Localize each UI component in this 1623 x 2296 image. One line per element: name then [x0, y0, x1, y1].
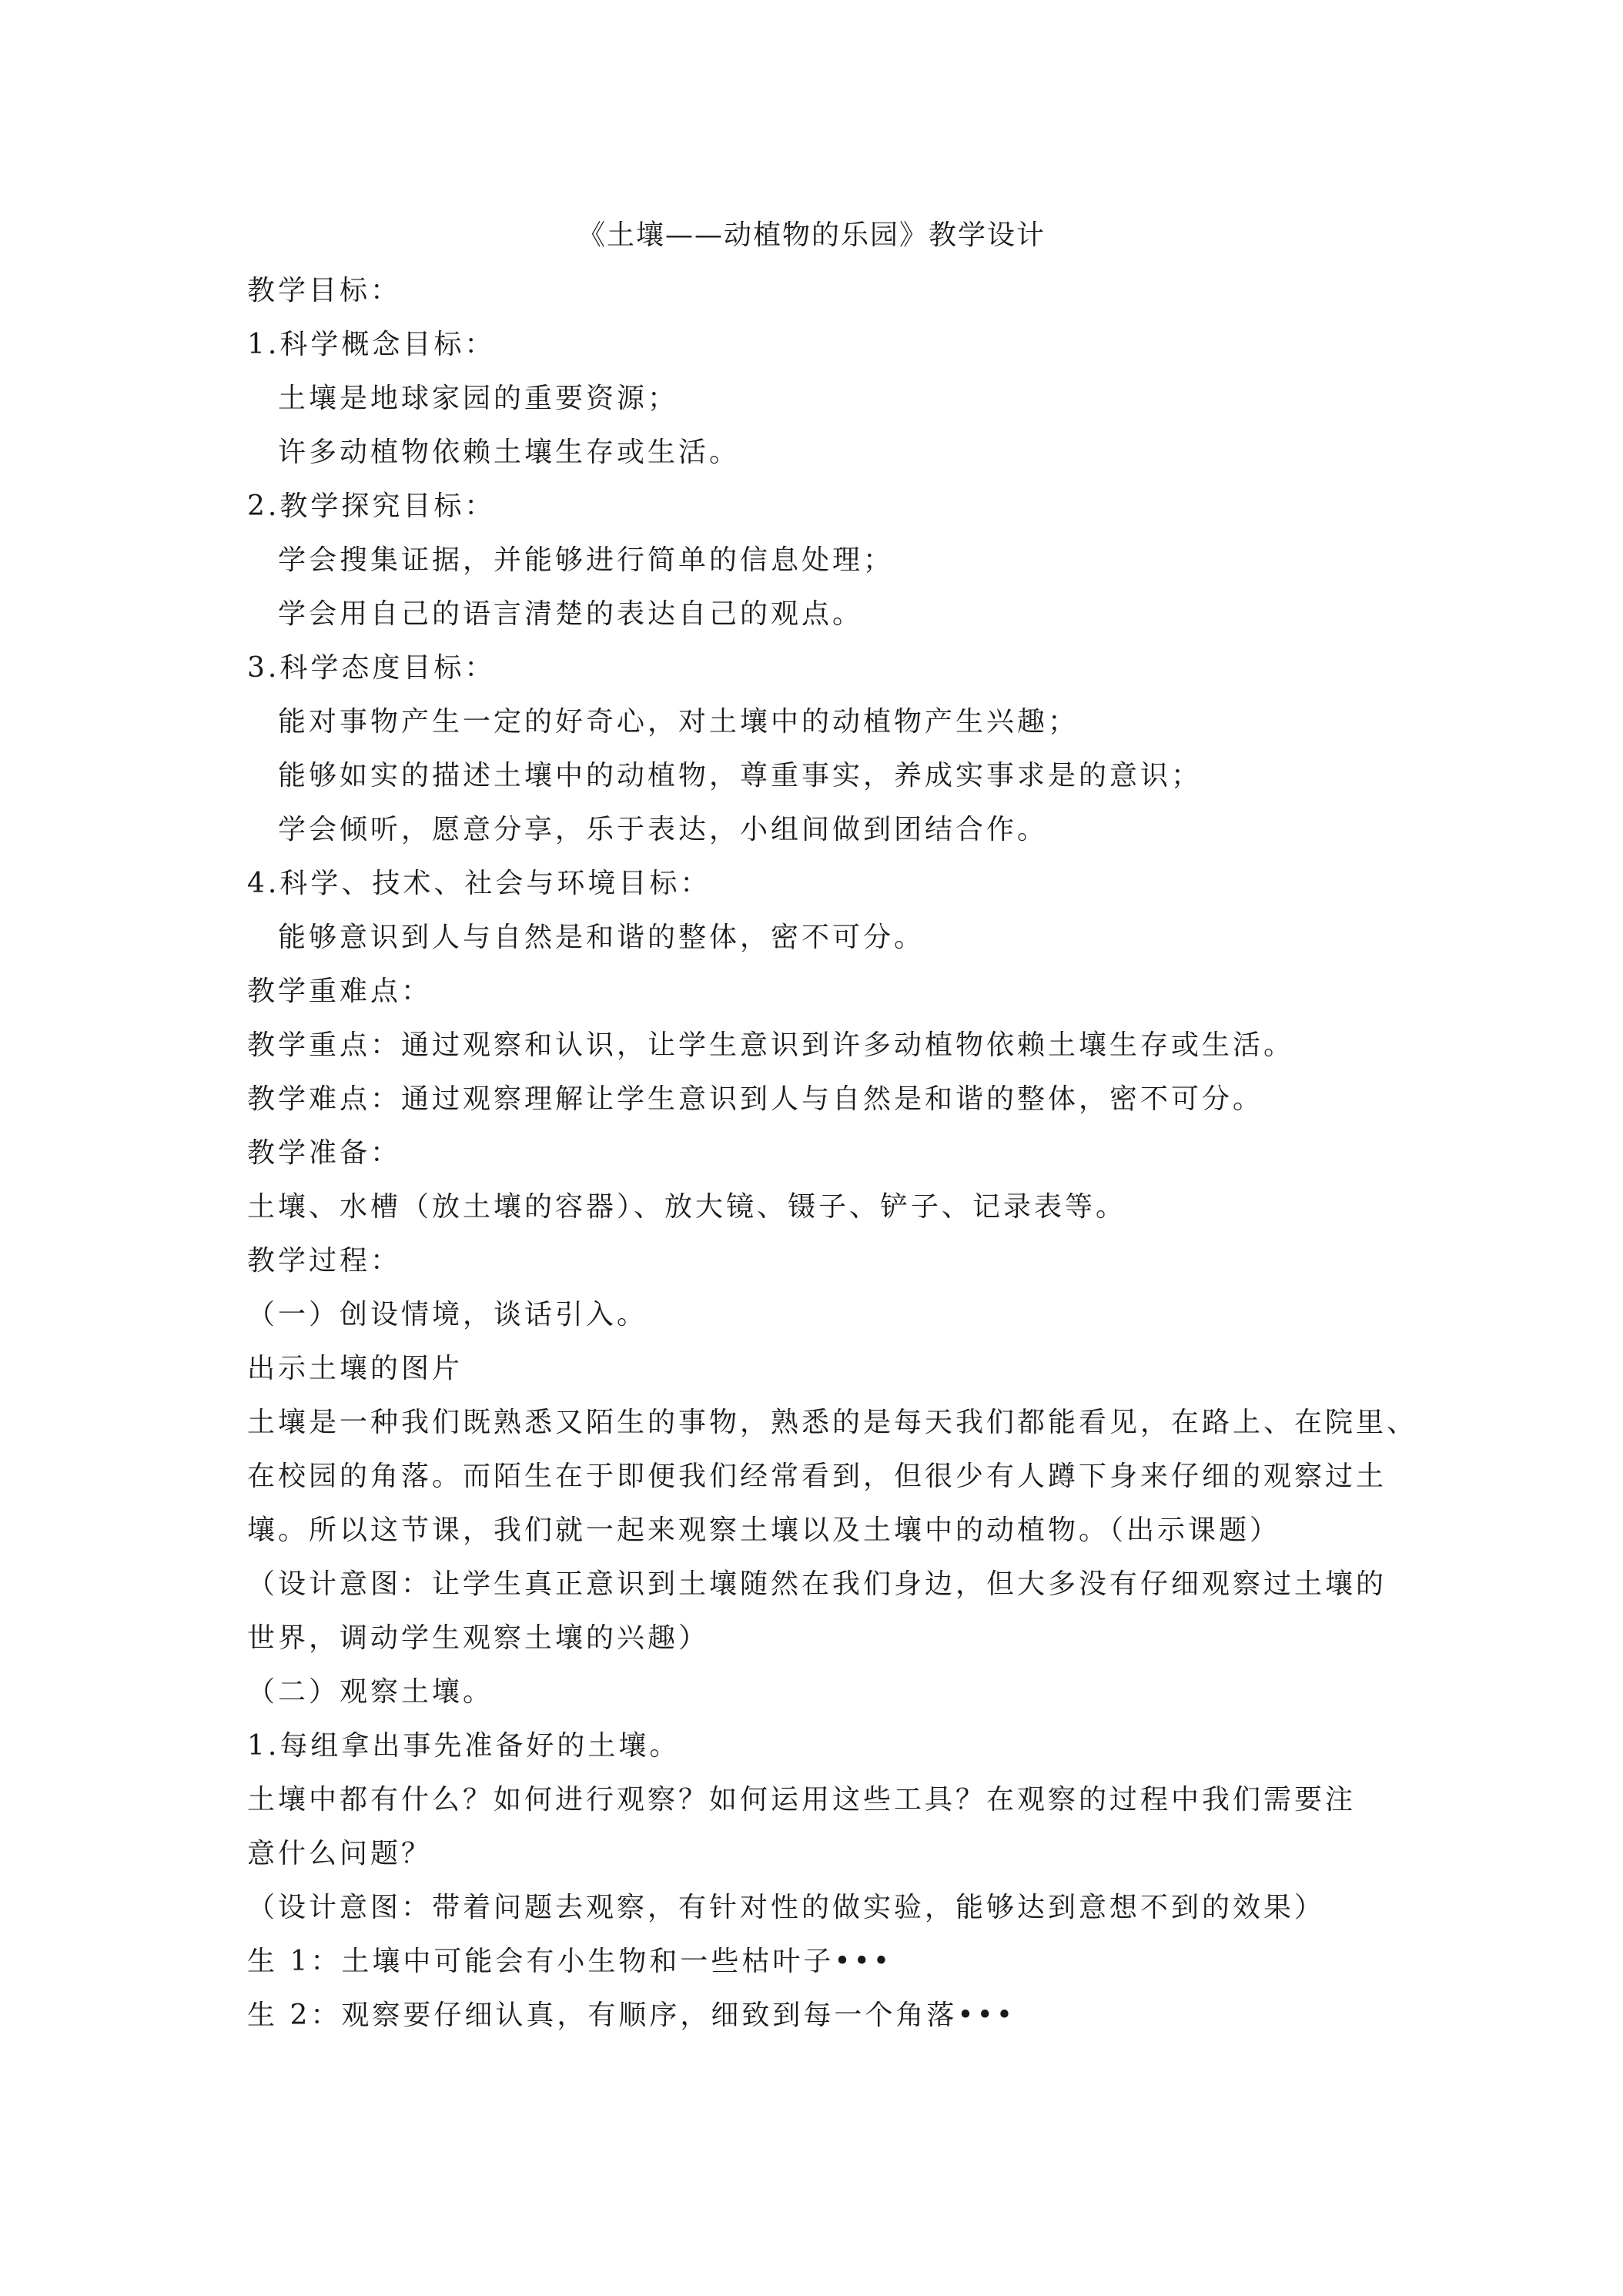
- paragraph-line: 教学难点：通过观察理解让学生意识到人与自然是和谐的整体，密不可分。: [247, 1083, 1264, 1115]
- paragraph-line: 世界，调动学生观察土壤的兴趣）: [247, 1622, 710, 1654]
- objective-heading-inquiry: 2.教学探究目标：: [247, 490, 496, 522]
- paragraph-line: 生 2：观察要仔细认真，有顺序，细致到每一个角落•••: [247, 2000, 1016, 2031]
- section-heading-process: 教学过程：: [247, 1245, 402, 1277]
- paragraph-line: 学会搜集证据，并能够进行简单的信息处理；: [278, 544, 895, 576]
- paragraph-line: 能够如实的描述土壤中的动植物，尊重事实，养成实事求是的意识；: [278, 760, 1203, 792]
- paragraph-line: 意什么问题？: [247, 1838, 433, 1869]
- paragraph-line: 土壤中都有什么？如何进行观察？如何运用这些工具？在观察的过程中我们需要注: [247, 1784, 1357, 1816]
- paragraph-line: 在校园的角落。而陌生在于即便我们经常看到，但很少有人蹲下身来仔细的观察过土: [247, 1461, 1387, 1492]
- objective-heading-attitude: 3.科学态度目标：: [247, 652, 496, 684]
- paragraph-line: 1.每组拿出事先准备好的土壤。: [247, 1730, 681, 1762]
- paragraph-line: 生 1：土壤中可能会有小生物和一些枯叶子•••: [247, 1946, 893, 1977]
- paragraph-line: 学会用自己的语言清楚的表达自己的观点。: [278, 598, 864, 630]
- subsection-heading: （一）创设情境，谈话引入。: [247, 1299, 648, 1330]
- subsection-heading: （二）观察土壤。: [247, 1676, 494, 1708]
- paragraph-line: 许多动植物依赖土壤生存或生活。: [278, 437, 741, 468]
- objective-heading-concept: 1.科学概念目标：: [247, 329, 496, 360]
- paragraph-line: 土壤、水槽（放土壤的容器）、放大镜、镊子、铲子、记录表等。: [247, 1191, 1127, 1223]
- paragraph-line: 土壤是地球家园的重要资源；: [278, 383, 679, 414]
- objective-heading-stse: 4.科学、技术、社会与环境目标：: [247, 868, 711, 899]
- paragraph-line: 学会倾听，愿意分享，乐于表达，小组间做到团结合作。: [278, 814, 1049, 845]
- paragraph-line: 土壤是一种我们既熟悉又陌生的事物，熟悉的是每天我们都能看见，在路上、在院里、: [247, 1407, 1418, 1438]
- paragraph-line: （设计意图：带着问题去观察，有针对性的做实验，能够达到意想不到的效果）: [247, 1892, 1326, 1923]
- paragraph-line: 能够意识到人与自然是和谐的整体，密不可分。: [278, 922, 925, 953]
- document-title: 《土壤——动植物的乐园》教学设计: [577, 219, 1046, 251]
- document-body: [247, 264, 1418, 2043]
- section-heading-key-points: 教学重难点：: [247, 976, 433, 1007]
- paragraph-line: 教学重点：通过观察和认识，让学生意识到许多动植物依赖土壤生存或生活。: [247, 1029, 1295, 1061]
- section-heading-objectives: 教学目标：: [247, 275, 402, 306]
- paragraph-line: 壤。所以这节课，我们就一起来观察土壤以及土壤中的动植物。（出示课题）: [247, 1514, 1281, 1546]
- section-heading-preparation: 教学准备：: [247, 1137, 402, 1169]
- paragraph-line: （设计意图：让学生真正意识到土壤随然在我们身边，但大多没有仔细观察过土壤的: [247, 1568, 1387, 1600]
- paragraph-line: 能对事物产生一定的好奇心，对土壤中的动植物产生兴趣；: [278, 706, 1079, 738]
- paragraph-line: 出示土壤的图片: [247, 1353, 463, 1384]
